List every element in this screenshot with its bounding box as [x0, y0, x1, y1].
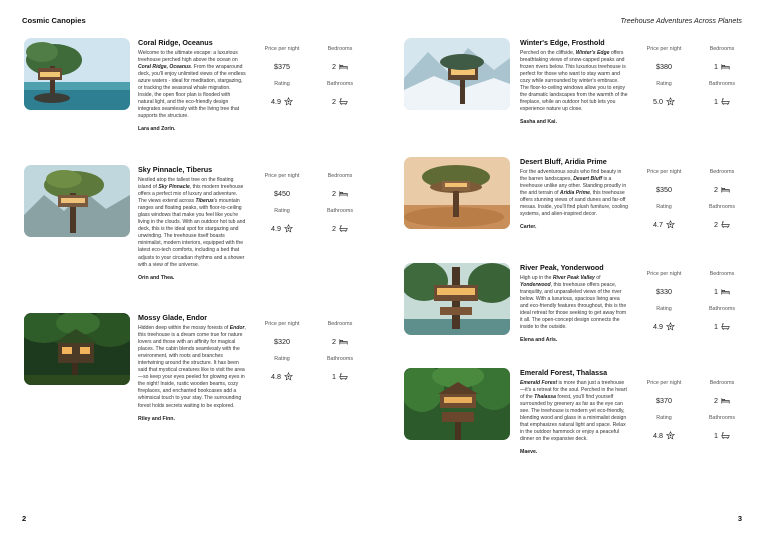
rating-value: 4.9	[271, 224, 281, 233]
bathtub-icon	[721, 97, 730, 106]
rating-label: Rating	[656, 415, 672, 421]
listing-photo[interactable]	[404, 263, 510, 335]
bathrooms-value: 2	[332, 224, 336, 233]
bed-icon	[339, 337, 348, 346]
listing-title: Sky Pinnacle, Tiberus	[138, 165, 213, 174]
rating-label: Rating	[656, 204, 672, 210]
page-number-right: 3	[737, 514, 742, 523]
listing-title: Winter's Edge, Frosthold	[520, 38, 605, 47]
listing-hosts: Riley and Finn.	[138, 415, 175, 422]
listing-description: Hidden deep within the mossy forests of Endor, this treehouse is a dream come true for nature lovers and those with an affinity for magical places. The cabin blends seamlessly with the environment, with roots and branches intertwining around the structure. It has been said that mystical creatures like to visit the area—so keep your eyes peeled for glowing eyes in the night! Inside, rustic wooden beams, cozy fireplaces, and enchanted bookcases add a whimsical touch to your stay. The surrounding forest holds secrets waiting to be explored.	[138, 325, 246, 409]
rating-value: 4.9	[653, 322, 663, 331]
bedrooms-label: Bedrooms	[709, 46, 735, 52]
bedrooms-value: 2	[714, 396, 718, 405]
price-label: Price per night	[264, 173, 300, 179]
price-value: $320	[274, 337, 290, 346]
bathrooms-label: Bathrooms	[326, 208, 354, 214]
bathrooms-label: Bathrooms	[708, 204, 736, 210]
bedrooms-value: 1	[714, 287, 718, 296]
bathtub-icon	[339, 224, 348, 233]
listing-hosts: Maeve.	[520, 449, 538, 456]
listing-hosts: Orin and Thea.	[138, 274, 175, 281]
bathtub-icon	[721, 431, 730, 440]
listing-stats	[254, 173, 374, 243]
listing-description: Welcome to the ultimate escape: a luxurious treehouse perched high above the ocean on Coral Ridge, Oceanus. From the wraparound deck, you'll enjoy unlimited views of the endless azure waters - ideal for meditation, stargazing, or tracking the seasonal whale migration. Inside, the open floor plan is flooded with natural light, and the eco-friendly design integrates seamlessly with the living tree that supports the structure.	[138, 50, 246, 120]
bathtub-icon	[721, 220, 730, 229]
bathrooms-value: 1	[714, 431, 718, 440]
bedrooms-value: 2	[332, 189, 336, 198]
rating-label: Rating	[656, 306, 672, 312]
listing-title: Desert Bluff, Aridia Prime	[520, 157, 607, 166]
star-rating-icon	[666, 97, 675, 106]
rating-value: 4.9	[271, 97, 281, 106]
listing-hosts: Carter.	[520, 224, 537, 231]
bedrooms-label: Bedrooms	[709, 271, 735, 277]
price-value: $375	[274, 62, 290, 71]
listing-stats	[636, 46, 756, 116]
listing-photo[interactable]	[404, 157, 510, 229]
bedrooms-label: Bedrooms	[709, 169, 735, 175]
listing-photo[interactable]	[404, 38, 510, 110]
star-rating-icon	[284, 224, 293, 233]
star-rating-icon	[666, 431, 675, 440]
bed-icon	[721, 62, 730, 71]
bathrooms-label: Bathrooms	[708, 81, 736, 87]
listing-photo[interactable]	[404, 368, 510, 440]
price-value: $330	[656, 287, 672, 296]
bedrooms-value: 2	[332, 62, 336, 71]
listing-hosts: Lara and Zorin.	[138, 126, 176, 133]
page-number-left: 2	[22, 514, 27, 523]
price-label: Price per night	[264, 46, 300, 52]
price-value: $450	[274, 189, 290, 198]
rating-value: 4.8	[653, 431, 663, 440]
listing-description: High up in the River Peak Valley of Yonderwood, this treehouse offers peace, tranquility, and unparalleled views of the river below. With a luxurious, spacious living area and eco-friendly features throughout, this is the ideal retreat for those seeking to get away from it all. The open-concept design connects the inside to the outside.	[520, 275, 627, 331]
bathrooms-label: Bathrooms	[326, 81, 354, 87]
bed-icon	[339, 62, 348, 71]
price-value: $380	[656, 62, 672, 71]
listing-stats	[636, 169, 756, 239]
listing-stats	[254, 46, 374, 116]
listing-title: River Peak, Yonderwood	[520, 263, 604, 272]
listing-hosts: Elena and Aris.	[520, 337, 558, 344]
listing-description: Nestled atop the tallest tree on the floating island of Sky Pinnacle, this modern treehouse offers a perfect mix of luxury and adventure. The views extend across Tiberus's mountain ranges and floating peaks, with floor-to-ceiling glass windows that make you feel like you're living in the clouds. With an outdoor hot tub and deck, this is the ideal spot for stargazing and unwinding. The treehouse itself boasts minimalist, modern interiors, equipped with the latest eco-tech comforts, including a bed that adjusts to your circadian rhythms and a shower with a view of the universe.	[138, 177, 246, 268]
listing-photo[interactable]	[24, 165, 130, 237]
star-rating-icon	[284, 372, 293, 381]
rating-label: Rating	[274, 208, 290, 214]
listing-title: Mossy Glade, Endor	[138, 313, 208, 322]
listing-title: Coral Ridge, Oceanus	[138, 38, 213, 47]
rating-label: Rating	[274, 356, 290, 362]
price-value: $350	[656, 185, 672, 194]
bed-icon	[339, 189, 348, 198]
bathtub-icon	[721, 322, 730, 331]
bed-icon	[721, 396, 730, 405]
bedrooms-value: 2	[332, 337, 336, 346]
star-rating-icon	[666, 220, 675, 229]
rating-value: 5.0	[653, 97, 663, 106]
bathrooms-label: Bathrooms	[326, 356, 354, 362]
listing-stats	[636, 271, 756, 341]
bathrooms-value: 1	[332, 372, 336, 381]
price-label: Price per night	[646, 380, 682, 386]
bathtub-icon	[339, 372, 348, 381]
listing-description: Emerald Forest is more than just a treehouse—it's a retreat for the soul. Perched in the heart of the Thalassa forest, you'll find yourself surrounded by greenery as far as the eye can see. The treehouse is modern yet eco-friendly, blending wood and glass in a minimalist design that emphasizes natural light and space. Relax in the outdoor hammock or enjoy a peaceful dinner on the expansive deck.	[520, 380, 627, 443]
listing-title: Emerald Forest, Thalassa	[520, 368, 608, 377]
bedrooms-value: 1	[714, 62, 718, 71]
magazine-title: Cosmic Canopies	[22, 16, 86, 25]
bed-icon	[721, 287, 730, 296]
listing-photo[interactable]	[24, 313, 130, 385]
bedrooms-label: Bedrooms	[327, 46, 353, 52]
bathrooms-label: Bathrooms	[708, 415, 736, 421]
price-label: Price per night	[646, 169, 682, 175]
price-label: Price per night	[264, 321, 300, 327]
bathrooms-value: 2	[714, 220, 718, 229]
bedrooms-label: Bedrooms	[709, 380, 735, 386]
bedrooms-value: 2	[714, 185, 718, 194]
listing-stats	[254, 321, 374, 391]
price-value: $370	[656, 396, 672, 405]
price-label: Price per night	[646, 46, 682, 52]
bathrooms-label: Bathrooms	[708, 306, 736, 312]
bathrooms-value: 2	[332, 97, 336, 106]
listing-hosts: Sasha and Kai.	[520, 119, 557, 126]
bathtub-icon	[339, 97, 348, 106]
right-page	[382, 0, 764, 540]
bedrooms-label: Bedrooms	[327, 173, 353, 179]
bathrooms-value: 1	[714, 97, 718, 106]
listing-photo[interactable]	[24, 38, 130, 110]
bedrooms-label: Bedrooms	[327, 321, 353, 327]
magazine-section-title: Treehouse Adventures Across Planets	[620, 16, 742, 25]
star-rating-icon	[666, 322, 675, 331]
rating-label: Rating	[656, 81, 672, 87]
star-rating-icon	[284, 97, 293, 106]
rating-value: 4.8	[271, 372, 281, 381]
bed-icon	[721, 185, 730, 194]
rating-value: 4.7	[653, 220, 663, 229]
listing-description: Perched on the cliffside, Winter's Edge offers breathtaking views of snow-capped peaks and frozen rivers below. This luxurious treehouse is perfect for those who want to stay warm and cozy while surrounded by winter's embrace. The floor-to-ceiling windows allow you to enjoy the dramatic landscapes from the warmth of the fireplace, while an outdoor hot tub lets you experience nature up close.	[520, 50, 628, 113]
price-label: Price per night	[646, 271, 682, 277]
rating-label: Rating	[274, 81, 290, 87]
bathrooms-value: 1	[714, 322, 718, 331]
listing-stats	[636, 380, 756, 450]
listing-description: For the adventurous souls who find beauty in the barren landscapes, Desert Bluff is a treehouse unlike any other. Standing proudly in the arid terrain of Aridia Prime, this treehouse offers stunning views of sand dunes and far-off mesas. Inside, you'll find plush furniture, cooling systems, and alien-inspired decor.	[520, 169, 628, 218]
